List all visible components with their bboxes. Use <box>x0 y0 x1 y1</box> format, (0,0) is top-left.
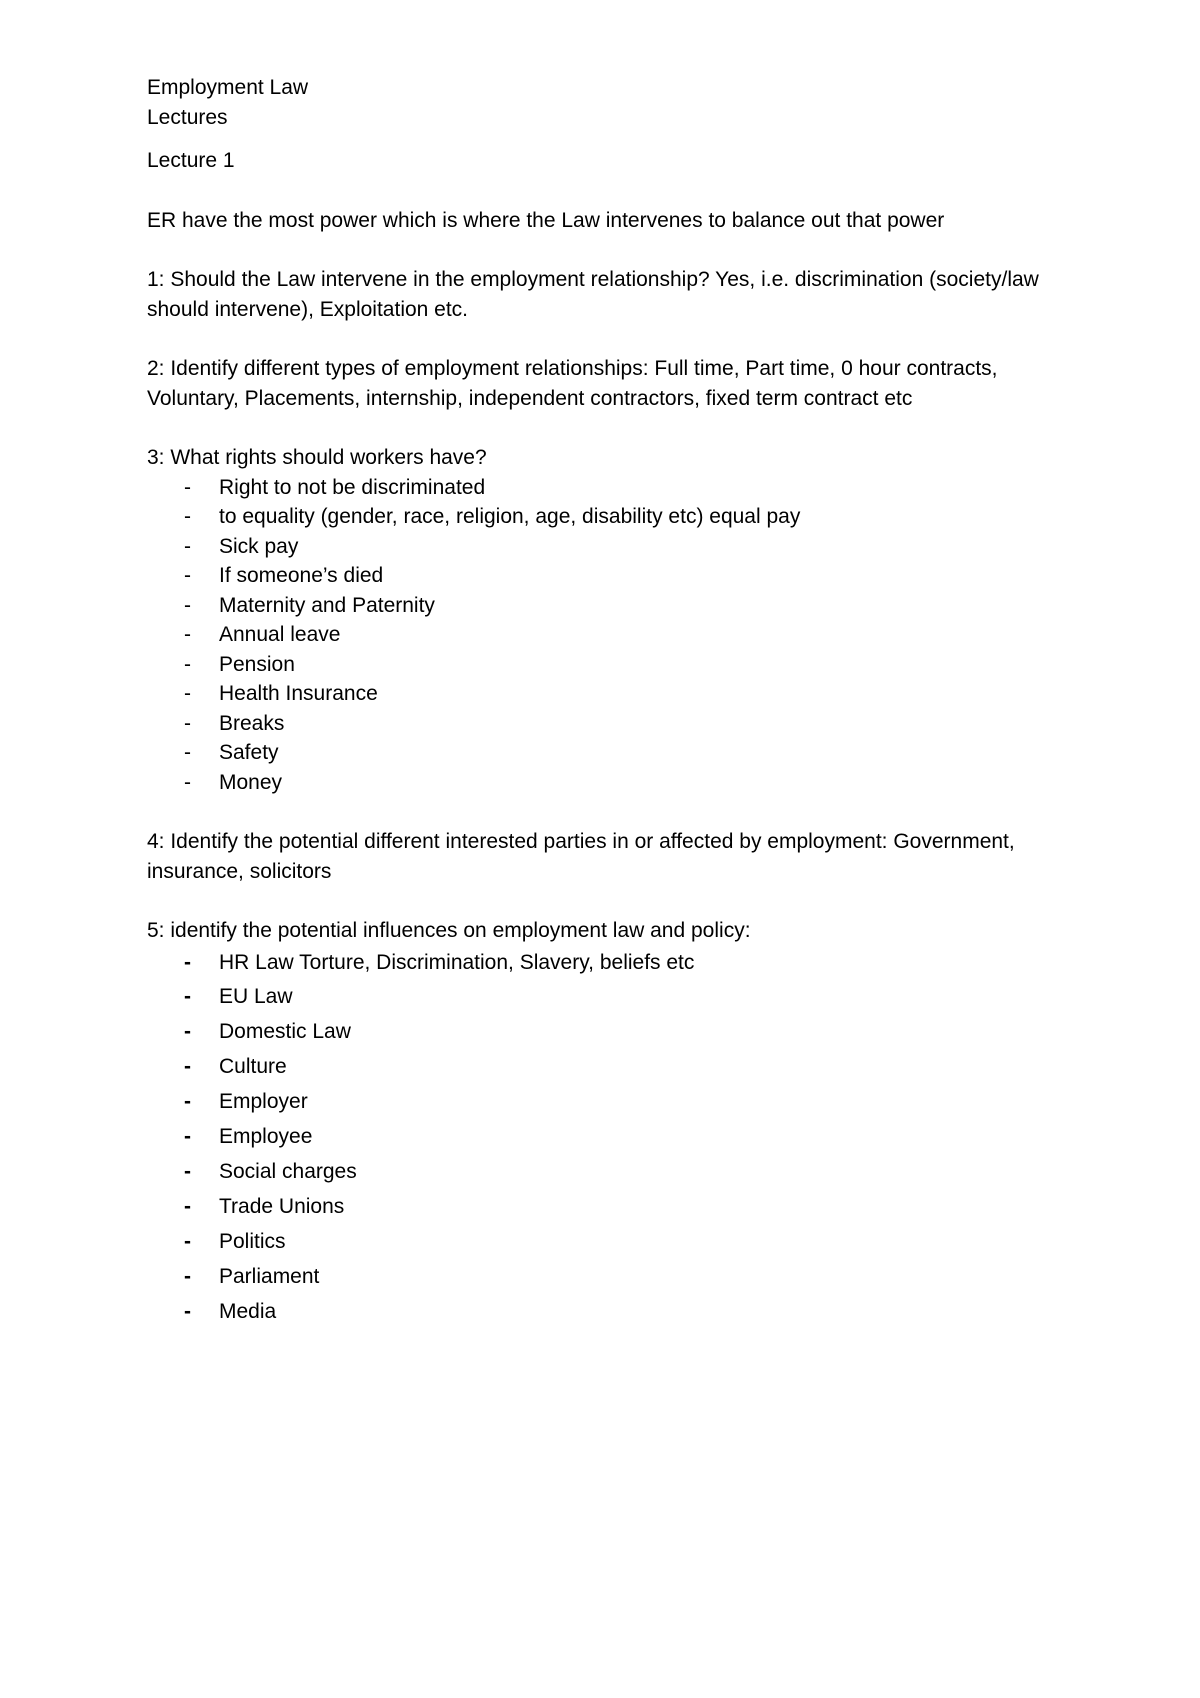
list-item: - Employer <box>147 1085 1047 1120</box>
list-item: - Sick pay <box>147 532 1047 562</box>
question-2: 2: Identify different types of employment relationships: Full time, Part time, 0 hour contracts, Voluntary, Placements, internship, independent contractors, fixed term contract etc <box>147 357 998 410</box>
question-4: 4: Identify the potential different interested parties in or affected by employment: Government, insurance, solicitors <box>147 830 1015 883</box>
dash-bullet: - <box>184 1159 191 1183</box>
list-item: - If someone’s died <box>147 561 1047 591</box>
list-item: - Parliament <box>147 1260 1047 1295</box>
influences-list <box>147 946 1047 1330</box>
dash-bullet: - <box>184 1020 191 1044</box>
list-item: - Pension <box>147 650 1047 680</box>
dash-bullet: - <box>184 711 191 735</box>
list-item: - Annual leave <box>147 620 1047 650</box>
dash-bullet: - <box>184 741 191 764</box>
dash-bullet: - <box>184 985 191 1009</box>
list-item: - Breaks <box>147 709 1047 739</box>
document-subtitle: Lectures <box>147 105 228 129</box>
document-title: Employment Law <box>147 76 309 99</box>
list-item: - to equality (gender, race, religion, age, disability etc) equal pay <box>147 502 1047 532</box>
list-item: - Media <box>147 1295 1047 1330</box>
dash-bullet: - <box>184 1264 191 1288</box>
rights-list <box>147 473 1047 798</box>
list-item: - Politics <box>147 1225 1047 1260</box>
dash-bullet: - <box>184 564 191 587</box>
list-item: - Social charges <box>147 1155 1047 1190</box>
question-1: 1: Should the Law intervene in the employment relationship? Yes, i.e. discrimination (society/law should intervene), Exploitation etc. <box>147 268 1039 321</box>
dash-bullet: - <box>184 682 191 705</box>
list-item: - Right to not be discriminated <box>147 473 1047 503</box>
dash-bullet: - <box>184 505 191 528</box>
dash-bullet: - <box>184 475 191 499</box>
list-item: - Trade Unions <box>147 1190 1047 1225</box>
list-item: - Money <box>147 768 1047 798</box>
dash-bullet: - <box>184 593 191 617</box>
dash-bullet: - <box>184 1299 191 1323</box>
list-item: - Maternity and Paternity <box>147 591 1047 621</box>
dash-bullet: - <box>184 1229 191 1253</box>
list-item: - EU Law <box>147 980 1047 1015</box>
document-body <box>147 73 1047 1329</box>
list-item: - Safety <box>147 738 1047 768</box>
lecture-heading: Lecture 1 <box>147 149 235 172</box>
question-5-heading: 5: identify the potential influences on employment law and policy: <box>147 919 751 942</box>
list-item: - HR Law Torture, Discrimination, Slavery, beliefs etc <box>147 946 1047 981</box>
list-item: - Culture <box>147 1050 1047 1085</box>
question-3-heading: 3: What rights should workers have? <box>147 446 487 469</box>
dash-bullet: - <box>184 1055 191 1079</box>
dash-bullet: - <box>184 1090 191 1114</box>
dash-bullet: - <box>184 652 191 676</box>
dash-bullet: - <box>184 950 191 974</box>
list-item: - Domestic Law <box>147 1015 1047 1050</box>
dash-bullet: - <box>184 534 191 558</box>
intro-paragraph: ER have the most power which is where the Law intervenes to balance out that power <box>147 208 945 232</box>
list-item: - Health Insurance <box>147 679 1047 709</box>
dash-bullet: - <box>184 770 191 794</box>
dash-bullet: - <box>184 1194 191 1218</box>
dash-bullet: - <box>184 1125 191 1149</box>
list-item: - Employee <box>147 1120 1047 1155</box>
dash-bullet: - <box>184 623 191 646</box>
